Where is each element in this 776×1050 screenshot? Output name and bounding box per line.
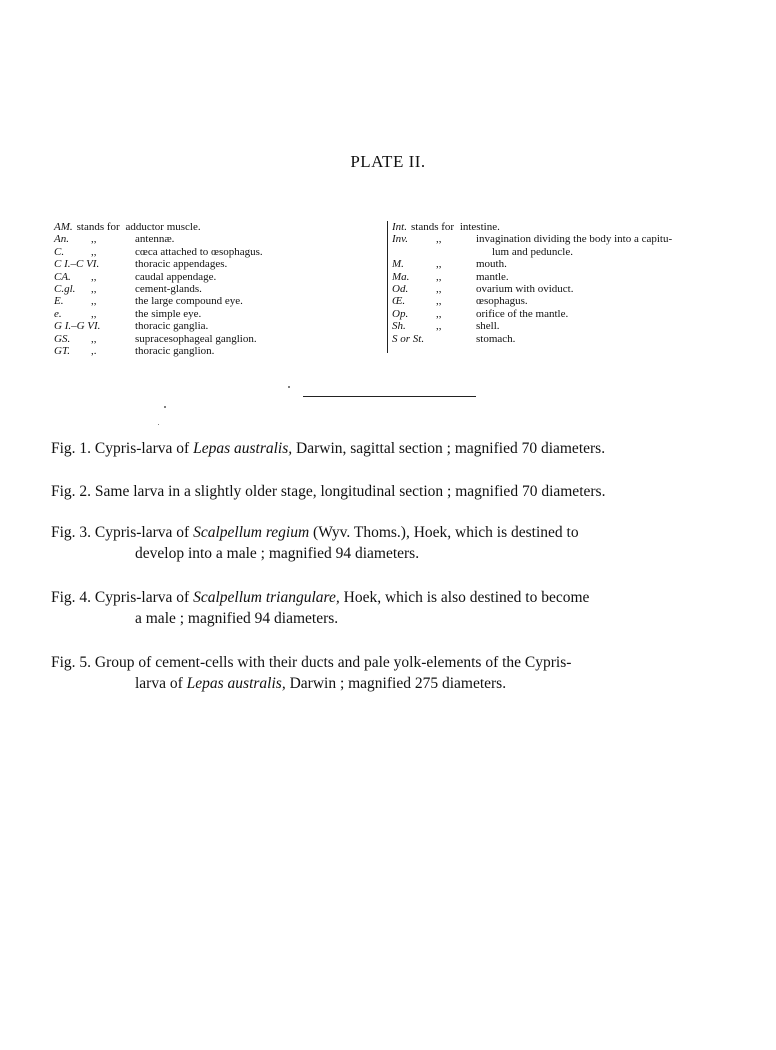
species-name: Lepas australis, [193,440,293,457]
abbr-desc: invagination dividing the body into a capitu- [476,233,673,246]
abbr-row [54,295,384,307]
caption-text: Fig. 4. Cypris-larva of [51,589,194,606]
abbr-key: An. [54,233,69,246]
caption-text: Darwin, sagittal section ; magnified 70 diameters. [292,440,606,457]
abbr-ditto: ,, [91,332,97,345]
abbr-row [54,333,384,345]
abbr-row [392,295,742,307]
abbr-desc: the large compound eye. [135,295,243,308]
abbr-desc: shell. [476,320,500,333]
abbr-key: Sh. [392,320,406,333]
caption-text: develop into a male ; magnified 94 diameters. [135,545,420,562]
abbr-desc: orifice of the mantle. [476,307,569,320]
abbr-row [54,246,384,258]
abbr-ditto: ,, [436,233,442,246]
abbr-key: Od. [392,282,409,295]
abbr-key: Ma. [392,270,410,283]
abbr-desc: cement-glands. [135,282,202,295]
abbr-key: C.gl. [54,282,76,295]
abbr-key: E. [54,295,64,308]
caption-text: Fig. 2. Same larva in a slightly older stage, longitudinal section ; magnified 70 diameters. [51,483,606,500]
species-name: Lepas australis, [186,675,286,692]
abbr-desc: intestine. [459,221,500,233]
abbr-ditto: ,, [436,270,442,283]
caption-text: Darwin ; magnified 275 diameters. [285,675,507,692]
abbr-row [392,258,742,270]
figure-caption-1 [51,438,723,459]
abbr-desc: adductor muscle. [125,221,201,233]
abbr-row [392,308,742,320]
caption-text: (Wyv. Thoms.), Hoek, which is destined to [309,524,579,541]
caption-text: a male ; magnified 94 diameters. [135,610,339,627]
abbr-key: C. [54,245,65,258]
abbreviation-list-left [54,221,384,357]
abbr-ditto: ,, [436,295,442,308]
caption-text: Hoek, which is also destined to become [339,589,590,606]
abbr-row [54,233,384,245]
abbr-key: GS. [54,332,71,345]
abbr-row [392,233,742,245]
abbr-row [392,271,742,283]
abbr-key: GT. [54,344,70,357]
figure-caption-2 [51,481,723,502]
abbr-key: Œ. [392,295,406,308]
abbr-desc: thoracic ganglia. [135,320,209,333]
species-name: Scalpellum triangulare, [193,589,340,606]
caption-continuation [51,673,723,694]
abbr-key: G I.–G VI. [54,320,101,333]
print-speck [164,406,166,408]
abbr-ditto: stands for [410,221,455,233]
caption-text: Fig. 3. Cypris-larva of [51,524,194,541]
abbr-desc: caudal appendage. [135,270,217,283]
abbr-ditto: ,, [91,245,97,258]
abbr-desc: the simple eye. [135,307,202,320]
abbr-desc: cœca attached to œsophagus. [135,245,263,258]
abbr-key: M. [392,258,404,271]
abbr-row [54,283,384,295]
caption-text: Fig. 5. Group of cement-cells with their ducts and pale yolk-elements of the Cypris- [51,654,572,671]
abbr-row [54,258,384,270]
abbr-ditto: ,, [91,233,97,246]
abbr-desc: supracesophageal ganglion. [135,332,257,345]
abbr-key: AM. [54,221,73,233]
abbr-ditto: stands for [76,221,120,233]
abbr-desc: thoracic appendages. [135,258,228,271]
print-speck [288,386,290,388]
abbr-row [54,320,384,332]
abbr-row [392,333,742,345]
abbr-row [54,345,384,357]
abbr-desc: ovarium with oviduct. [476,282,574,295]
abbr-key: e. [54,307,62,320]
abbr-key: Int. [392,221,407,233]
figure-caption-4 [51,587,723,629]
abbr-row [392,221,742,233]
abbr-ditto: ,, [91,307,97,320]
abbr-desc: œsophagus. [476,295,528,308]
abbreviation-list-right [387,221,742,353]
abbr-desc: mouth. [476,258,507,271]
plate-title: PLATE II. [350,152,426,171]
section-divider [303,396,476,397]
abbr-desc: mantle. [476,270,509,283]
figure-caption-3 [51,522,723,564]
abbr-ditto: ,, [436,258,442,271]
abbr-ditto: ,. [91,344,97,357]
abbr-ditto: ,, [91,295,97,308]
figure-caption-5 [51,652,723,694]
abbr-row [54,308,384,320]
abbr-key: S or St. [392,332,425,345]
caption-text: larva of [135,675,187,692]
abbr-key: Op. [392,307,409,320]
abbr-ditto: ,, [436,307,442,320]
abbr-row-continuation [392,246,742,258]
abbr-row [54,221,384,233]
species-name: Scalpellum regium [193,524,310,541]
abbr-row [392,283,742,295]
abbr-desc: thoracic ganglion. [135,344,215,357]
abbr-ditto: ,, [436,282,442,295]
abbr-key: Inv. [392,233,408,246]
abbr-desc-continued: lum and peduncle. [492,245,573,258]
abbr-ditto: ,, [91,282,97,295]
abbr-ditto: ,, [91,270,97,283]
abbr-row [392,320,742,332]
abbr-row [54,271,384,283]
abbr-ditto: ,, [436,320,442,333]
print-speck [158,424,159,425]
abbr-desc: antennæ. [135,233,175,246]
abbr-key: CA. [54,270,71,283]
caption-text: Fig. 1. Cypris-larva of [51,440,194,457]
abbr-desc: stomach. [476,332,516,345]
abbr-key: C I.–C VI. [54,258,100,271]
